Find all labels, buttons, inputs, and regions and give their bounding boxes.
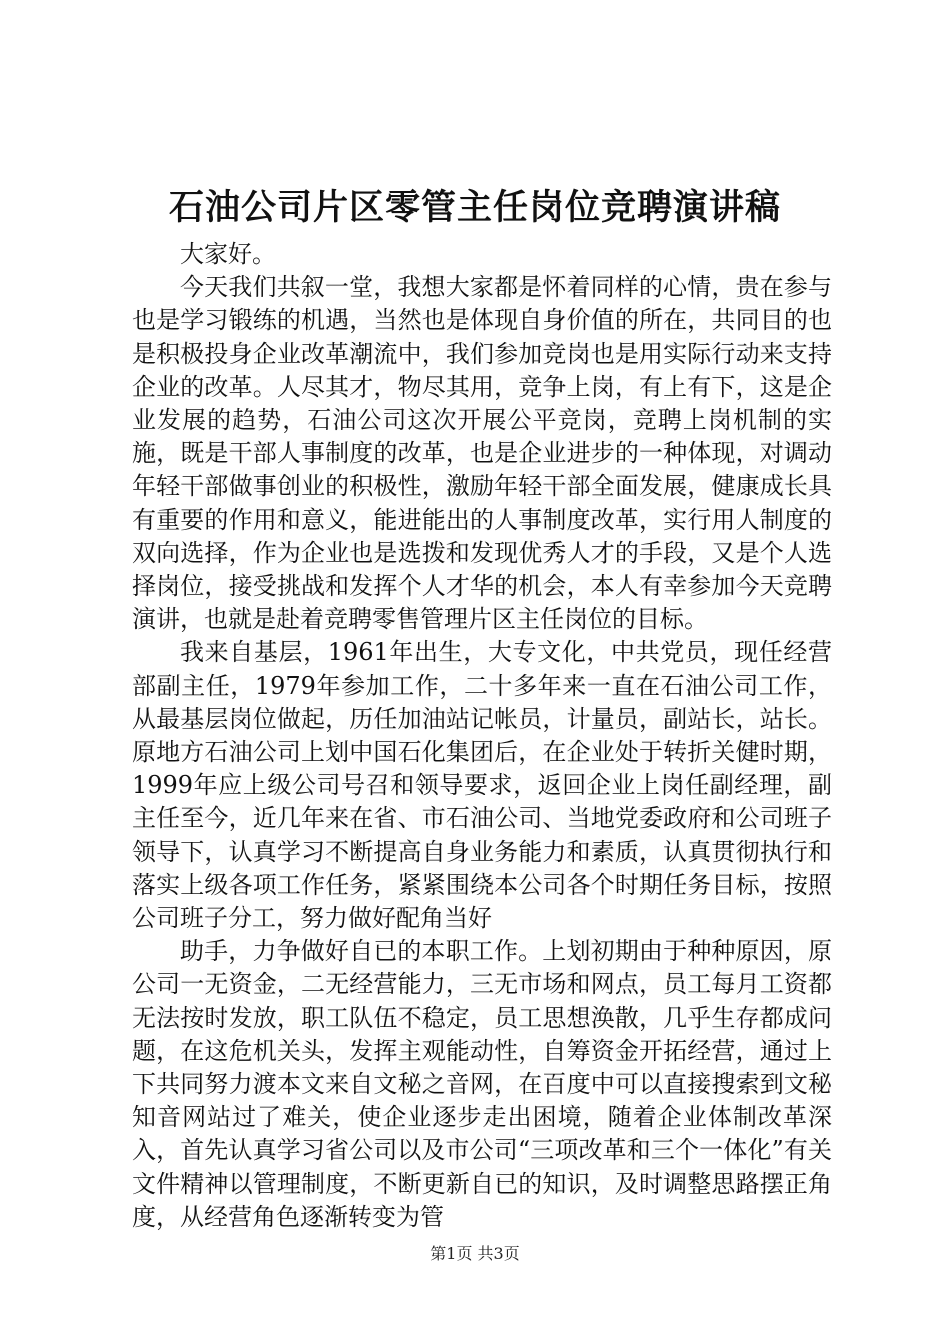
document-title: 石油公司片区零管主任岗位竞聘演讲稿 bbox=[168, 187, 781, 228]
paragraph-background: 我来自基层，1961年出生，大专文化，中共党员，现任经营部副主任，1979年参加工作，二十多年来一直在石油公司工作，从最基层岗位做起，历任加油站记帐员，计量员，副站长，站长。原地方石油公司上划中国石化集团后，在企业处于转折关健时期，1999年应上级公司号召和领导要求，返回企业上岗任副经理，副主任至今，近几年来在省、市石油公司、当地党委政府和公司班子领导下，认真学习不断提高自身业务能力和素质，认真贯彻执行和落实上级各项工作任务，紧紧围绕本公司各个时期任务目标，按照公司班子分工，努力做好配角当好 bbox=[132, 638, 832, 933]
page-footer: 第1页 共3页 bbox=[430, 1244, 520, 1263]
paragraph-greeting: 大家好。 bbox=[180, 240, 276, 268]
paragraph-work-experience: 助手，力争做好自已的本职工作。上划初期由于种种原因，原公司一无资金，二无经营能力，三无市场和网点，员工每月工资都无法按时发放，职工队伍不稳定，员工思想涣散，几乎生存都成问题，在这危机关头，发挥主观能动性，自筹资金开拓经营，通过上下共同努力渡本文来自文秘之音网，在百度中可以直接搜索到文秘知音网站过了难关，使企业逐步走出困境，随着企业体制改革深入，首先认真学习省公司以及市公司“三项改革和三个一体化”有关文件精神以管理制度，不断更新自已的知识，及时调整思路摆正角度，从经营角色逐渐转变为管 bbox=[132, 937, 832, 1231]
document-body bbox=[132, 238, 832, 1234]
paragraph-introduction: 今天我们共叙一堂，我想大家都是怀着同样的心情，贵在参与也是学习锻练的机遇，当然也是体现自身价值的所在，共同目的也是积极投身企业改革潮流中，我们参加竞岗也是用实际行动来支持企业的改革。人尽其才，物尽其用，竞争上岗，有上有下，这是企业发展的趋势，石油公司这次开展公平竞岗，竞聘上岗机制的实施，既是干部人事制度的改革，也是企业进步的一种体现，对调动年轻干部做事创业的积极性，激励年轻干部全面发展，健康成长具有重要的作用和意义，能进能出的人事制度改革，实行用人制度的双向选择，作为企业也是选拨和发现优秀人才的手段，又是个人选择岗位，接受挑战和发挥个人才华的机会，本人有幸参加今天竞聘演讲，也就是赴着竞聘零售管理片区主任岗位的目标。 bbox=[132, 273, 832, 634]
